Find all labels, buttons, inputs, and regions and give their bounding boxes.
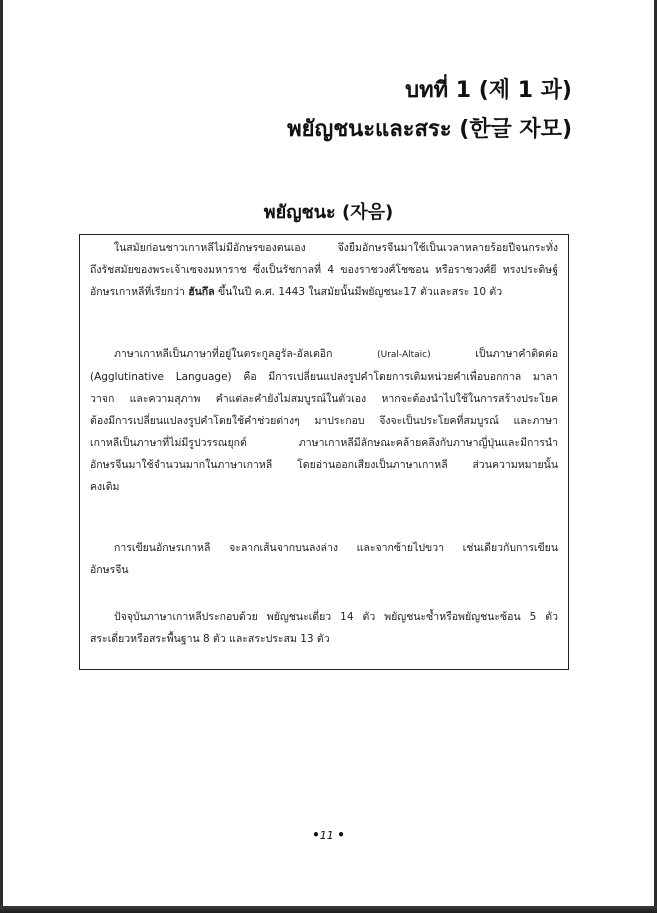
- paragraph-line: (Agglutinative Language) คือ มีการเปลี่ยนแปลงรูปคำโดยการเติมหน่วยคำเพื่อบอกกาล มาลา: [90, 371, 558, 383]
- paragraph-line: อักษรจีน: [90, 564, 129, 576]
- section-heading: พยัญชนะ (자음): [263, 202, 394, 223]
- paragraph-line: ต้องมีการเปลี่ยนแปลงรูปคำโดยใช้คำช่วยต่างๆ มาประกอบ จึงจะเป็นประโยคที่สมบูรณ์ และภาษา: [90, 415, 558, 427]
- viewer-bottom-edge: [0, 906, 657, 913]
- paragraph-line: สระเดี่ยวหรือสระพื้นฐาน 8 ตัว และสระประสม 13 ตัว: [90, 633, 330, 645]
- paragraph-line: [90, 343, 558, 366]
- text-run: อักษรเกาหลีที่เรียกว่า: [90, 286, 185, 298]
- paragraph-line: วาจก และความสุภาพ คำแต่ละคำยังไม่สมบูรณ์ในตัวเอง หากจะต้องนำไปใช้ในการสร้างประโยค: [90, 393, 558, 405]
- paragraph-line: เกาหลีเป็นภาษาที่ไม่มีรูปวรรณยุกต์ ภาษาเกาหลีมีลักษณะคล้ายคลึงกับภาษาญี่ปุ่นและมีการนำ: [90, 437, 558, 449]
- lesson-title: บทที่ 1 (제 1 과): [405, 78, 572, 103]
- lesson-subtitle: พยัญชนะและสระ (한글 자모): [287, 117, 572, 142]
- hangul-term: ฮันกึล: [188, 286, 215, 298]
- page-number: [3, 828, 654, 842]
- paragraph-2: [90, 343, 558, 498]
- content-box: [79, 234, 569, 670]
- page-number-text: 11: [319, 829, 334, 842]
- paragraph-3: [90, 537, 558, 581]
- paragraph-line: อักษรจีนมาใช้จำนวนมากในภาษาเกาหลี โดยอ่านออกเสียงเป็นภาษาเกาหลี ส่วนความหมายนั้น: [90, 459, 558, 471]
- text-run: (Ural-Altaic): [377, 350, 431, 360]
- document-page: [3, 0, 654, 906]
- bullet-dot: •: [337, 828, 345, 842]
- paragraph-line: ในสมัยก่อนชาวเกาหลีไม่มีอักษรของตนเอง จึงยืมอักษรจีนมาใช้เป็นเวลาหลายร้อยปีจนกระทั่ง: [114, 242, 558, 254]
- paragraph-line: คงเดิม: [90, 481, 120, 493]
- paragraph-4: [90, 606, 558, 650]
- text-run: เป็นภาษาคำติดต่อ: [475, 348, 558, 360]
- paragraph-line: ถึงรัชสมัยของพระเจ้าเซจงมหาราช ซึ่งเป็นรัชกาลที่ 4 ของราชวงศ์โชซอน หรือราชวงศ์ยี ทรงประดิษฐ์: [90, 264, 558, 276]
- paragraph-line: ปัจจุบันภาษาเกาหลีประกอบด้วย พยัญชนะเดี่ยว 14 ตัว พยัญชนะซ้ำหรือพยัญชนะซ้อน 5 ตัว: [114, 611, 558, 623]
- bullet-dot: •: [312, 828, 320, 842]
- text-run: ภาษาเกาหลีเป็นภาษาที่อยู่ในตระกูลอูรัล-อัลเตอิก: [114, 348, 333, 360]
- paragraph-1: [90, 237, 558, 303]
- paragraph-line: การเขียนอักษรเกาหลี จะลากเส้นจากบนลงล่าง และจากซ้ายไปขวา เช่นเดียวกับการเขียน: [114, 542, 558, 554]
- paragraph-line: [90, 281, 558, 303]
- text-run: ขึ้นในปี ค.ศ. 1443 ในสมัยนั้นมีพยัญชนะ17 ตัวและสระ 10 ตัว: [217, 286, 503, 298]
